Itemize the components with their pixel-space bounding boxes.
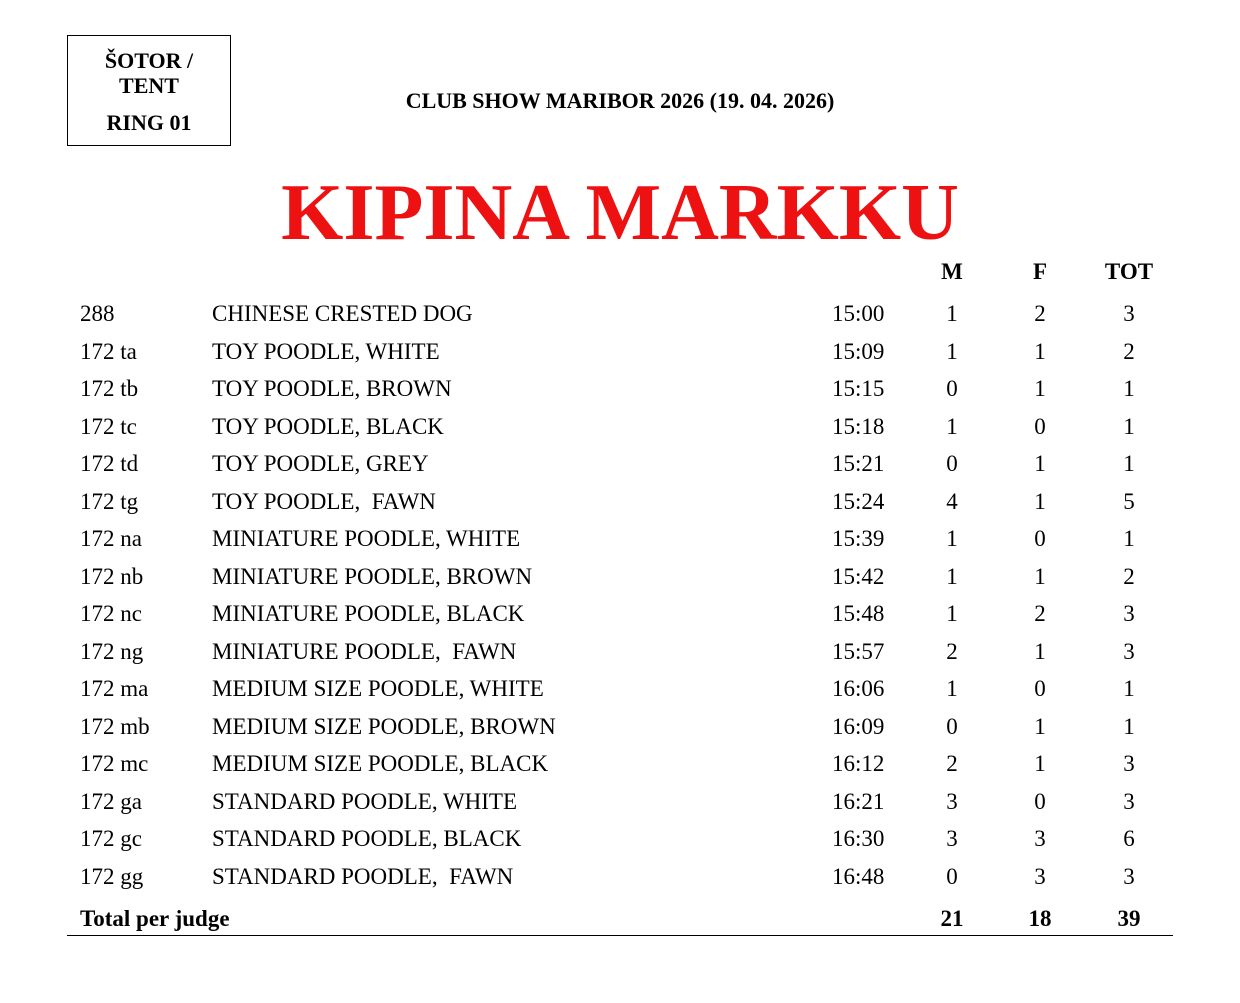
row-time: 15:15 [832, 376, 885, 401]
row-tot: 1 [1123, 526, 1135, 551]
row-tot: 1 [1123, 713, 1135, 739]
row-tot: 6 [1123, 826, 1135, 851]
row-f: 1 [1034, 638, 1046, 664]
row-time: 15:00 [832, 301, 885, 326]
row-m: 1 [946, 301, 958, 326]
table-row [0, 451, 1240, 489]
row-m: 1 [946, 338, 958, 364]
row-tot: 3 [1123, 301, 1135, 326]
row-breed: TOY POODLE, BROWN [212, 376, 452, 401]
row-f: 1 [1034, 451, 1046, 476]
table-row [0, 601, 1240, 639]
column-header-f: F [1032, 259, 1048, 284]
row-breed: MINIATURE POODLE, BLACK [212, 601, 525, 626]
row-code: 172 gc [80, 826, 142, 851]
row-f: 0 [1034, 526, 1046, 551]
row-breed: MEDIUM SIZE POODLE, WHITE [212, 676, 544, 701]
row-code: 172 nc [80, 601, 142, 626]
row-f: 0 [1034, 676, 1046, 701]
row-tot: 1 [1123, 376, 1135, 401]
table-row [0, 301, 1240, 339]
ring-box-line2: TENT [119, 73, 179, 98]
row-breed: CHINESE CRESTED DOG [212, 301, 473, 326]
row-m: 0 [946, 713, 958, 739]
row-breed: TOY POODLE, FAWN [212, 488, 436, 514]
total-label: Total per judge [80, 906, 230, 931]
row-breed: MINIATURE POODLE, BROWN [212, 563, 533, 589]
ring-box-line3: RING 01 [106, 110, 192, 135]
total-tot: 39 [1117, 906, 1141, 931]
total-underline [67, 935, 1173, 936]
row-m: 0 [946, 451, 958, 476]
row-tot: 3 [1123, 638, 1135, 664]
table-row [0, 489, 1240, 527]
row-tot: 2 [1123, 338, 1135, 364]
row-f: 2 [1034, 301, 1046, 326]
judge-name: KIPINA MARKKU [281, 169, 959, 257]
row-code: 172 ta [80, 338, 137, 364]
row-f: 2 [1034, 601, 1046, 626]
column-header-m: M [941, 259, 963, 284]
row-code: 172 na [80, 526, 142, 551]
row-code: 288 [80, 301, 115, 326]
row-time: 15:48 [832, 601, 885, 626]
row-time: 16:12 [832, 751, 885, 776]
total-row [0, 906, 1240, 936]
row-m: 4 [946, 488, 958, 514]
row-time: 15:24 [832, 488, 885, 514]
row-breed: TOY POODLE, WHITE [212, 338, 440, 364]
row-tot: 2 [1123, 563, 1135, 589]
row-tot: 3 [1123, 751, 1135, 776]
row-m: 2 [946, 751, 958, 776]
row-tot: 1 [1123, 413, 1135, 439]
row-time: 16:30 [832, 826, 885, 851]
row-breed: STANDARD POODLE, BLACK [212, 826, 522, 851]
row-code: 172 td [80, 451, 139, 476]
ring-box-line1: ŠOTOR / [104, 48, 194, 73]
row-code: 172 ma [80, 676, 149, 701]
row-breed: TOY POODLE, GREY [212, 451, 429, 476]
row-time: 15:21 [832, 451, 885, 476]
row-code: 172 tc [80, 413, 137, 439]
row-tot: 3 [1123, 863, 1135, 889]
row-time: 15:42 [832, 563, 885, 589]
table-row [0, 639, 1240, 677]
row-m: 1 [946, 601, 958, 626]
row-time: 15:57 [832, 638, 885, 664]
row-f: 1 [1034, 376, 1046, 401]
row-m: 2 [946, 638, 958, 664]
row-f: 1 [1034, 563, 1046, 589]
table-row [0, 864, 1240, 902]
row-code: 172 ng [80, 638, 144, 664]
row-code: 172 mb [80, 713, 150, 739]
table-row [0, 414, 1240, 452]
row-code: 172 mc [80, 751, 149, 776]
row-f: 0 [1034, 788, 1046, 814]
row-time: 16:09 [832, 713, 885, 739]
row-tot: 1 [1123, 676, 1135, 701]
row-time: 15:18 [832, 413, 885, 439]
row-code: 172 gg [80, 863, 144, 889]
row-tot: 3 [1123, 601, 1135, 626]
show-title: CLUB SHOW MARIBOR 2026 (19. 04. 2026) [405, 88, 835, 113]
row-f: 0 [1034, 413, 1046, 439]
ring-box [67, 35, 231, 146]
row-m: 1 [946, 563, 958, 589]
row-time: 16:21 [832, 788, 885, 814]
row-breed: MEDIUM SIZE POODLE, BROWN [212, 713, 556, 739]
row-f: 1 [1034, 713, 1046, 739]
row-breed: TOY POODLE, BLACK [212, 413, 444, 439]
row-m: 1 [946, 676, 958, 701]
total-f: 18 [1028, 906, 1052, 931]
row-m: 0 [946, 863, 958, 889]
row-f: 1 [1034, 751, 1046, 776]
table-row [0, 826, 1240, 864]
row-tot: 3 [1123, 788, 1135, 814]
row-tot: 5 [1123, 488, 1135, 514]
row-breed: STANDARD POODLE, FAWN [212, 863, 514, 889]
row-tot: 1 [1123, 451, 1135, 476]
row-time: 15:09 [832, 338, 885, 364]
row-f: 3 [1034, 826, 1046, 851]
row-code: 172 ga [80, 788, 142, 814]
row-f: 1 [1034, 488, 1046, 514]
row-m: 3 [946, 788, 958, 814]
table-row [0, 714, 1240, 752]
row-f: 1 [1034, 338, 1046, 364]
row-time: 15:39 [832, 526, 885, 551]
table-row [0, 339, 1240, 377]
total-m: 21 [940, 906, 964, 931]
table-row [0, 526, 1240, 564]
table-row [0, 376, 1240, 414]
row-breed: MEDIUM SIZE POODLE, BLACK [212, 751, 549, 776]
row-m: 3 [946, 826, 958, 851]
row-m: 0 [946, 376, 958, 401]
table-row [0, 751, 1240, 789]
column-header-tot: TOT [1104, 259, 1154, 284]
row-code: 172 tg [80, 488, 139, 514]
row-m: 1 [946, 526, 958, 551]
table-row [0, 564, 1240, 602]
row-time: 16:48 [832, 863, 885, 889]
row-code: 172 tb [80, 376, 139, 401]
row-f: 3 [1034, 863, 1046, 889]
row-code: 172 nb [80, 563, 144, 589]
row-breed: MINIATURE POODLE, FAWN [212, 638, 517, 664]
row-breed: MINIATURE POODLE, WHITE [212, 526, 521, 551]
row-m: 1 [946, 413, 958, 439]
table-row [0, 676, 1240, 714]
row-time: 16:06 [832, 676, 885, 701]
row-breed: STANDARD POODLE, WHITE [212, 788, 518, 814]
table-row [0, 789, 1240, 827]
